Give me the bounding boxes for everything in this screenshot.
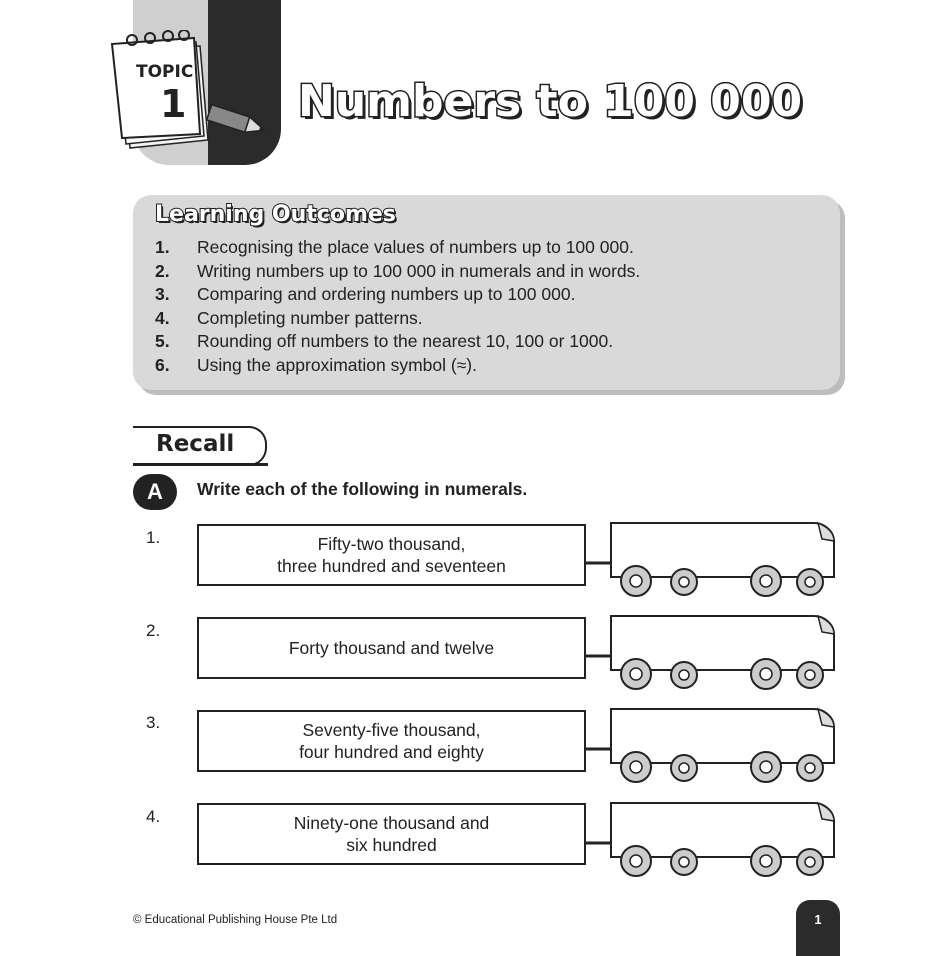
question-line-2: six hundred xyxy=(346,835,437,855)
answer-truck-3[interactable] xyxy=(584,701,844,791)
page-number: 1 xyxy=(796,900,840,956)
question-number: 2. xyxy=(146,621,161,640)
outcome-number: 1. xyxy=(155,237,170,257)
outcome-text: Writing numbers up to 100 000 in numerals and in words. xyxy=(197,260,641,281)
question-line-2: three hundred and seventeen xyxy=(277,556,506,576)
question-line-1: Seventy-five thousand, xyxy=(302,720,481,740)
question-number: 1. xyxy=(146,528,161,547)
question-text-box xyxy=(197,710,586,772)
outcome-text: Recognising the place values of numbers up to 100 000. xyxy=(197,237,634,257)
topic-number: 1 xyxy=(160,82,187,126)
question-text-box xyxy=(197,524,586,586)
recall-underline xyxy=(133,463,268,466)
question-number: 4. xyxy=(146,807,161,826)
question-line-1: Ninety-one thousand and xyxy=(293,813,490,833)
answer-truck-4[interactable] xyxy=(584,795,844,885)
outcome-number: 2. xyxy=(155,260,170,281)
topic-label: TOPIC xyxy=(136,62,194,82)
copyright-footer: © Educational Publishing House Pte Ltd xyxy=(133,914,338,926)
section-a-instruction: Write each of the following in numerals. xyxy=(197,479,528,499)
question-number: 3. xyxy=(146,713,161,732)
learning-outcome-item xyxy=(155,307,640,331)
recall-heading: Recall xyxy=(156,431,235,457)
learning-outcome-item xyxy=(155,260,640,284)
answer-truck-1[interactable] xyxy=(584,515,844,605)
learning-outcome-item xyxy=(155,236,640,260)
question-text-box xyxy=(197,803,586,865)
question-line-1: Fifty-two thousand, xyxy=(317,534,466,554)
outcome-number: 5. xyxy=(155,331,170,351)
outcome-text: Rounding off numbers to the nearest 10, 100 or 1000. xyxy=(197,331,614,351)
question-line-1: Forty thousand and twelve xyxy=(288,638,495,658)
learning-outcome-item xyxy=(155,283,640,307)
question-text-box xyxy=(197,617,586,679)
calendar-icon xyxy=(108,30,273,160)
outcome-number: 4. xyxy=(155,307,170,328)
learning-outcomes-list xyxy=(155,236,640,377)
outcome-number: 6. xyxy=(155,354,170,375)
learning-outcomes-heading: Learning Outcomes xyxy=(155,202,396,227)
outcome-number: 3. xyxy=(155,284,170,304)
page-title: Numbers to 100 000 xyxy=(298,76,803,127)
outcome-text: Using the approximation symbol (≈). xyxy=(197,354,477,375)
question-line-2: four hundred and eighty xyxy=(299,742,484,762)
section-a-badge: A xyxy=(133,474,177,510)
learning-outcome-item xyxy=(155,354,640,378)
outcome-text: Comparing and ordering numbers up to 100 000. xyxy=(197,284,576,304)
learning-outcome-item xyxy=(155,330,640,354)
answer-truck-2[interactable] xyxy=(584,608,844,698)
outcome-text: Completing number patterns. xyxy=(197,307,423,328)
